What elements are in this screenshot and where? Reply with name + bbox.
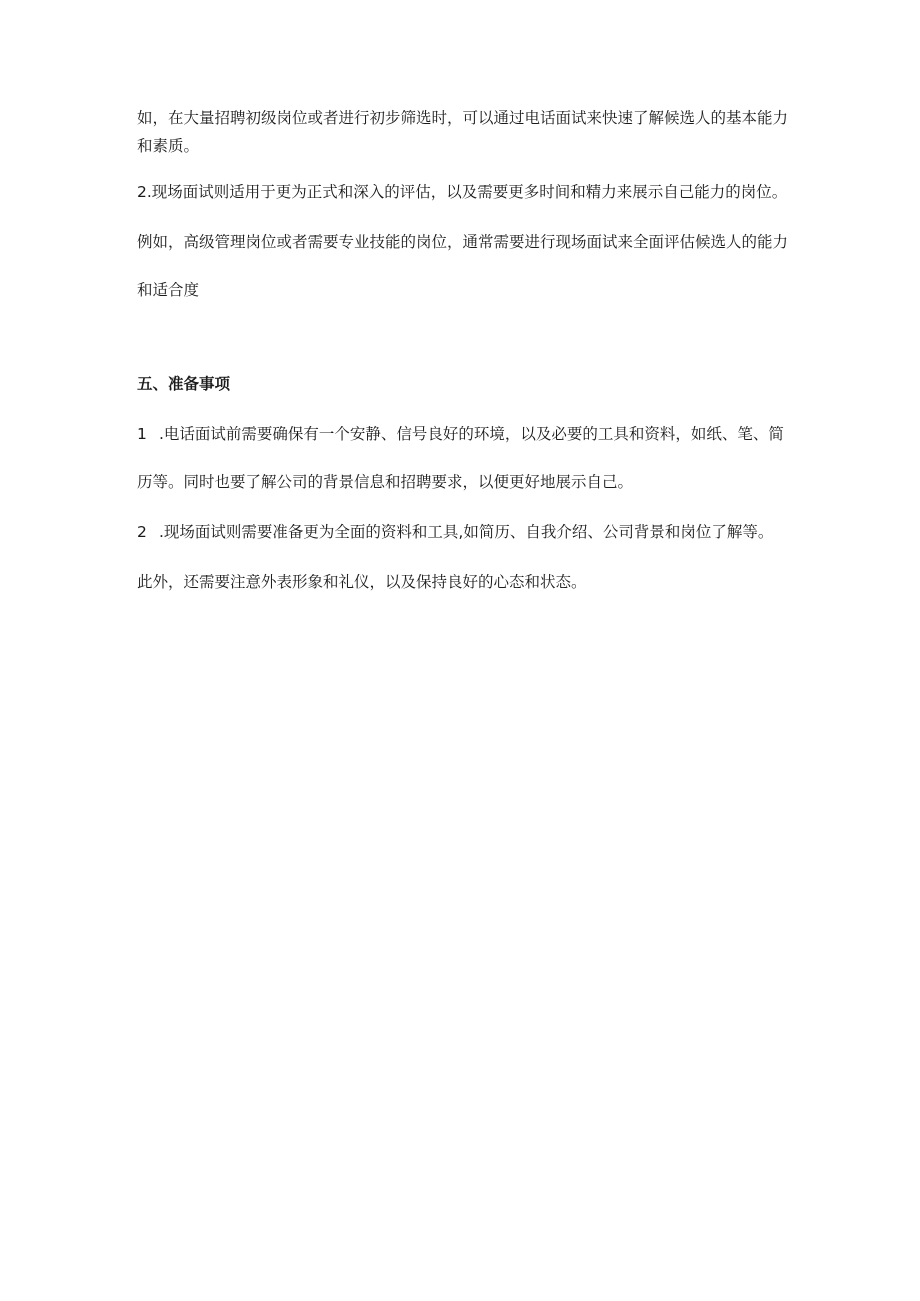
list-item-text: .现场面试则需要准备更为全面的资料和工具,如简历、自我介绍、公司背景和岗位了解等。 (159, 523, 774, 541)
list-item-text: .电话面试前需要确保有一个安静、信号良好的环境，以及必要的工具和资料，如纸、笔、简 (159, 425, 784, 443)
paragraph-line: 此外，还需要注意外表形象和礼仪，以及保持良好的心态和状态。 (137, 573, 587, 591)
list-item-number: 1 (137, 425, 147, 443)
paragraph-line: 2.现场面试则适用于更为正式和深入的评估，以及需要更多时间和精力来展示自己能力的岗位。 (137, 183, 788, 201)
list-item (137, 522, 773, 542)
list-item (137, 424, 784, 444)
paragraph-line: 历等。同时也要了解公司的背景信息和招聘要求，以便更好地展示自己。 (137, 473, 634, 491)
paragraph-line: 例如，高级管理岗位或者需要专业技能的岗位，通常需要进行现场面试来全面评估候选人的能力 (137, 233, 789, 251)
paragraph-line: 如，在大量招聘初级岗位或者进行初步筛选时，可以通过电话面试来快速了解候选人的基本能力 (137, 109, 789, 127)
list-item-number: 2 (137, 523, 147, 541)
section-heading: 五、准备事项 (137, 375, 231, 393)
paragraph-line: 和素质。 (137, 137, 200, 155)
paragraph-line: 和适合度 (137, 281, 200, 299)
